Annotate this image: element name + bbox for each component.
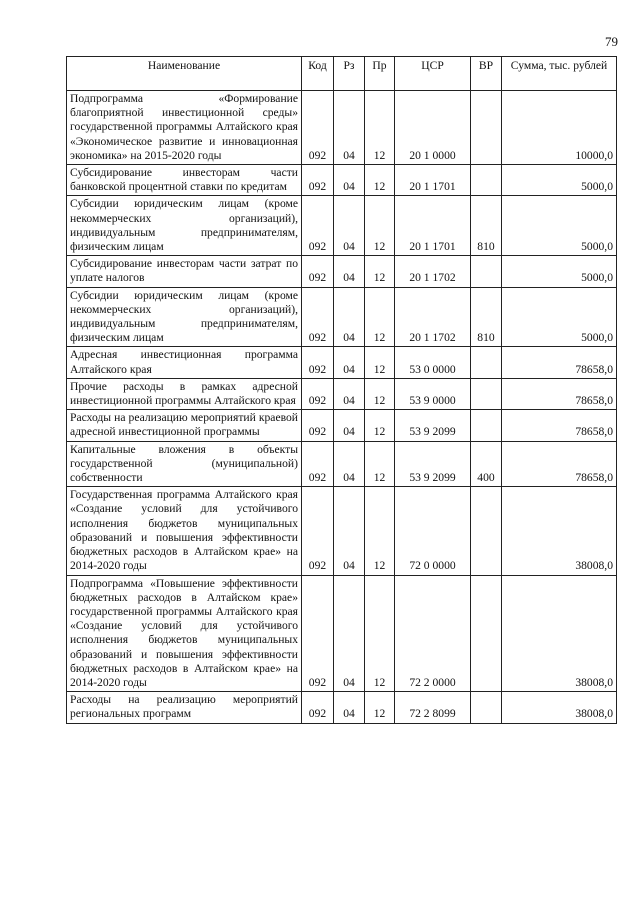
table-row [67, 256, 617, 287]
cell-pr: 12 [365, 575, 395, 692]
cell-csr: 72 2 8099 [395, 692, 471, 723]
cell-pr: 12 [365, 165, 395, 196]
cell-rz: 04 [334, 487, 365, 575]
cell-sum: 5000,0 [502, 287, 617, 347]
cell-vr [471, 91, 502, 165]
cell-name: Расходы на реализацию мероприятий региональных программ [67, 692, 302, 723]
table-row [67, 91, 617, 165]
cell-sum: 38008,0 [502, 692, 617, 723]
cell-csr: 20 1 1701 [395, 196, 471, 256]
table-row [67, 410, 617, 441]
cell-csr: 53 0 0000 [395, 347, 471, 378]
cell-name: Субсидии юридическим лицам (кроме некоммерческих организаций), индивидуальным предпринимателям, физическим лицам [67, 196, 302, 256]
cell-code: 092 [302, 91, 334, 165]
cell-csr: 20 1 1702 [395, 287, 471, 347]
cell-sum: 5000,0 [502, 196, 617, 256]
cell-code: 092 [302, 441, 334, 487]
cell-pr: 12 [365, 410, 395, 441]
cell-vr [471, 256, 502, 287]
cell-code: 092 [302, 575, 334, 692]
cell-csr: 53 9 2099 [395, 410, 471, 441]
cell-name: Государственная программа Алтайского края «Создание условий для устойчивого исполнения бюджетов муниципальных образований и повышения эффективности бюджетных расходов в Алтайском крае» на 2014-2020 годы [67, 487, 302, 575]
table-row [67, 347, 617, 378]
table-row [67, 487, 617, 575]
cell-sum: 5000,0 [502, 256, 617, 287]
cell-name: Субсидии юридическим лицам (кроме некоммерческих организаций), индивидуальным предпринимателям, физическим лицам [67, 287, 302, 347]
cell-rz: 04 [334, 441, 365, 487]
cell-vr [471, 378, 502, 409]
cell-code: 092 [302, 378, 334, 409]
cell-pr: 12 [365, 287, 395, 347]
cell-pr: 12 [365, 441, 395, 487]
cell-name: Подпрограмма «Повышение эффективности бюджетных расходов в Алтайском крае» государственной программы Алтайского края «Создание условий для устойчивого исполнения бюджетов муниципальных образований и повышения эффективности бюджетных расходов в Алтайском крае» на 2014-2020 годы [67, 575, 302, 692]
cell-csr: 20 1 1702 [395, 256, 471, 287]
table-row [67, 287, 617, 347]
cell-csr: 20 1 0000 [395, 91, 471, 165]
cell-code: 092 [302, 692, 334, 723]
cell-vr [471, 165, 502, 196]
cell-csr: 53 9 2099 [395, 441, 471, 487]
cell-code: 092 [302, 347, 334, 378]
budget-table [66, 56, 617, 724]
cell-vr: 810 [471, 287, 502, 347]
cell-sum: 38008,0 [502, 487, 617, 575]
cell-sum: 5000,0 [502, 165, 617, 196]
header-name: Наименование [67, 57, 302, 91]
cell-rz: 04 [334, 692, 365, 723]
cell-csr: 72 0 0000 [395, 487, 471, 575]
cell-rz: 04 [334, 165, 365, 196]
table-body [67, 91, 617, 724]
cell-code: 092 [302, 196, 334, 256]
cell-code: 092 [302, 410, 334, 441]
cell-sum: 78658,0 [502, 410, 617, 441]
cell-csr: 72 2 0000 [395, 575, 471, 692]
cell-pr: 12 [365, 378, 395, 409]
table-row [67, 378, 617, 409]
table-header-row [67, 57, 617, 91]
cell-name: Адресная инвестиционная программа Алтайского края [67, 347, 302, 378]
header-csr: ЦСР [395, 57, 471, 91]
cell-pr: 12 [365, 692, 395, 723]
cell-sum: 78658,0 [502, 347, 617, 378]
cell-pr: 12 [365, 196, 395, 256]
cell-vr [471, 347, 502, 378]
table-row [67, 692, 617, 723]
cell-sum: 10000,0 [502, 91, 617, 165]
cell-name: Субсидирование инвесторам части банковской процентной ставки по кредитам [67, 165, 302, 196]
cell-vr [471, 575, 502, 692]
cell-csr: 53 9 0000 [395, 378, 471, 409]
header-vr: ВР [471, 57, 502, 91]
header-sum: Сумма, тыс. рублей [502, 57, 617, 91]
header-pr: Пр [365, 57, 395, 91]
cell-rz: 04 [334, 347, 365, 378]
cell-pr: 12 [365, 91, 395, 165]
cell-name: Прочие расходы в рамках адресной инвестиционной программы Алтайского края [67, 378, 302, 409]
cell-code: 092 [302, 287, 334, 347]
cell-csr: 20 1 1701 [395, 165, 471, 196]
cell-name: Капитальные вложения в объекты государственной (муниципальной) собственности [67, 441, 302, 487]
cell-vr [471, 487, 502, 575]
table-row [67, 575, 617, 692]
cell-sum: 38008,0 [502, 575, 617, 692]
cell-name: Расходы на реализацию мероприятий краевой адресной инвестиционной программы [67, 410, 302, 441]
cell-sum: 78658,0 [502, 378, 617, 409]
cell-sum: 78658,0 [502, 441, 617, 487]
cell-pr: 12 [365, 347, 395, 378]
cell-rz: 04 [334, 575, 365, 692]
table-row [67, 196, 617, 256]
cell-rz: 04 [334, 91, 365, 165]
cell-rz: 04 [334, 378, 365, 409]
table-row [67, 165, 617, 196]
cell-name: Субсидирование инвесторам части затрат по уплате налогов [67, 256, 302, 287]
header-rz: Рз [334, 57, 365, 91]
cell-vr: 810 [471, 196, 502, 256]
header-code: Код [302, 57, 334, 91]
cell-rz: 04 [334, 256, 365, 287]
page-number: 79 [605, 34, 618, 49]
cell-rz: 04 [334, 410, 365, 441]
cell-code: 092 [302, 487, 334, 575]
cell-vr [471, 410, 502, 441]
cell-rz: 04 [334, 196, 365, 256]
cell-rz: 04 [334, 287, 365, 347]
cell-vr [471, 692, 502, 723]
cell-pr: 12 [365, 487, 395, 575]
cell-pr: 12 [365, 256, 395, 287]
cell-vr: 400 [471, 441, 502, 487]
cell-code: 092 [302, 165, 334, 196]
table-row [67, 441, 617, 487]
cell-name: Подпрограмма «Формирование благоприятной инвестиционной среды» государственной программы Алтайского края «Экономическое развитие и инновационная экономика» на 2015-2020 годы [67, 91, 302, 165]
cell-code: 092 [302, 256, 334, 287]
